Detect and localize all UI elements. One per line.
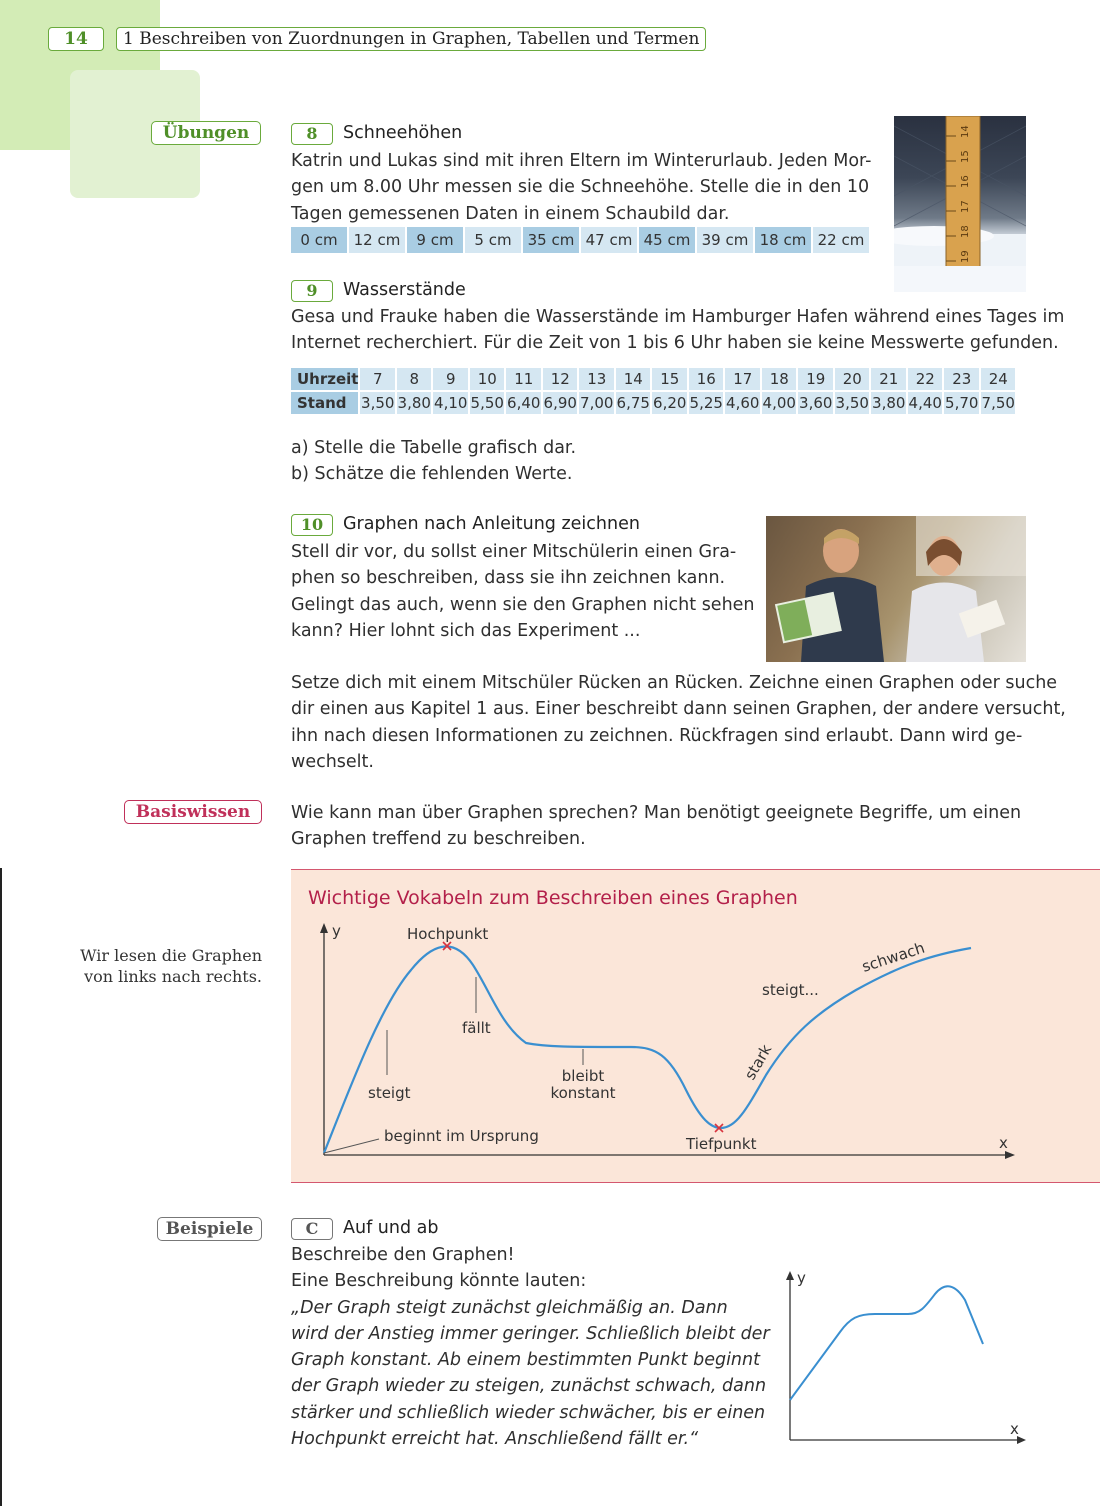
hour-cell: 10 [470, 368, 505, 390]
example-line1: Beschreibe den Graphen! [291, 1245, 515, 1265]
snow-cell: 9 cm [407, 227, 463, 253]
task10-line2: dir einen aus Kapitel 1 aus. Einer beschreibt dann seinen Graphen, der andere versucht, [291, 699, 1066, 720]
graph-label-tiefpunkt: Tiefpunkt [686, 1135, 757, 1153]
ruler-number: 19 [960, 250, 971, 263]
margin-rule [0, 868, 2, 1506]
hour-cell: 11 [506, 368, 541, 390]
graph-label-faellt: fällt [462, 1019, 491, 1037]
task-number-10: 10 [291, 514, 333, 536]
section-label-beispiele: Beispiele [157, 1217, 262, 1241]
hour-cell: 21 [871, 368, 906, 390]
hour-cell: 14 [616, 368, 651, 390]
task10-line: kann? Hier lohnt sich das Experiment ... [291, 620, 641, 641]
students-reading-photo [766, 516, 1026, 662]
students-illustration [766, 516, 1026, 662]
snow-cell: 47 cm [581, 227, 637, 253]
ruler-number: 18 [960, 225, 971, 238]
table-header-uhrzeit: Uhrzeit [291, 368, 358, 390]
side-note-line: Wir lesen die Graphen [80, 946, 262, 965]
snow-cell: 5 cm [465, 227, 521, 253]
task9-parts [291, 435, 576, 488]
hour-cell: 16 [689, 368, 724, 390]
hour-cell: 24 [981, 368, 1016, 390]
level-cell: 3,50 [361, 394, 395, 412]
snow-cell: 35 cm [523, 227, 579, 253]
graph-label-y: y [332, 922, 341, 940]
task10-line2: Setze dich mit einem Mitschüler Rücken an Rücken. Zeichne einen Graphen oder suche [291, 673, 1058, 693]
snow-cell: 22 cm [813, 227, 869, 253]
graph-label-steigt: steigt [368, 1084, 411, 1102]
example-label-x: x [1010, 1420, 1019, 1438]
level-cell: 7,50 [981, 394, 1015, 412]
example-quote-line: stärker und schließlich wieder schwächer, bis er einen [291, 1402, 766, 1423]
example-quote-line: „Der Graph steigt zunächst gleichmäßig an. Dann [291, 1297, 728, 1318]
task9-part-a: a) Stelle die Tabelle grafisch dar. [291, 438, 577, 458]
example-number-c: C [291, 1218, 333, 1240]
section-label-basiswissen: Basiswissen [124, 800, 262, 824]
task8-line: Katrin und Lukas sind mit ihren Eltern im Winterurlaub. Jeden Mor- [291, 151, 872, 171]
task-text-10 [291, 539, 755, 644]
hour-cell: 9 [433, 368, 468, 390]
hour-cell: 20 [835, 368, 870, 390]
y-axis-arrow [320, 923, 328, 933]
table-row-levels [291, 392, 1015, 414]
example-label-y: y [797, 1269, 806, 1287]
level-cell: 4,10 [434, 394, 468, 412]
graph-label-steigt2: steigt... [762, 981, 819, 999]
level-cell: 6,20 [653, 394, 687, 412]
level-cell: 4,00 [762, 394, 796, 412]
water-level-table [289, 366, 1017, 416]
page-number: 14 [48, 27, 104, 51]
x-axis-arrow [1005, 1151, 1015, 1159]
example-title: Auf und ab [343, 1218, 439, 1238]
task10-line2: wechselt. [291, 751, 374, 772]
snow-cell: 18 cm [755, 227, 811, 253]
level-cell: 3,80 [397, 394, 431, 412]
hour-cell: 15 [652, 368, 687, 390]
task-number-8: 8 [291, 123, 333, 145]
chapter-title: 1 Beschreiben von Zuordnungen in Graphen, Tabellen und Termen [116, 27, 706, 51]
graph-label-schwach: schwach [859, 938, 927, 976]
ruler-number: 14 [960, 125, 971, 138]
task9-part-b: b) Schätze die fehlenden Werte. [291, 464, 573, 485]
graph-label-hochpunkt: Hochpunkt [407, 925, 489, 943]
task9-line: Internet recherchiert. Für die Zeit von 1 bis 6 Uhr haben sie keine Messwerte gefunden. [291, 333, 1059, 354]
snow-cell: 39 cm [697, 227, 753, 253]
vocabulary-box-title: Wichtige Vokabeln zum Beschreiben eines Graphen [308, 887, 798, 909]
example-quote-line: Hochpunkt erreicht hat. Anschließend fällt er.“ [291, 1429, 699, 1450]
hour-cell: 17 [725, 368, 760, 390]
level-cell: 3,60 [799, 394, 833, 412]
vocabulary-graph [291, 915, 1051, 1175]
example-quote-line: der Graph wieder zu steigen, zunächst schwach, dann [291, 1376, 767, 1397]
task10-line: phen so beschreiben, dass sie ihn zeichnen kann. [291, 568, 726, 589]
example-quote-line: wird der Anstieg immer geringer. Schließlich bleibt der [291, 1323, 770, 1344]
level-cell: 5,25 [689, 394, 723, 412]
example-line2: Eine Beschreibung könnte lauten: [291, 1271, 587, 1292]
level-cell: 3,50 [835, 394, 869, 412]
basis-intro [291, 800, 1021, 853]
hour-cell: 13 [579, 368, 614, 390]
task-title-8: Schneehöhen [343, 123, 463, 143]
ruler-number: 16 [960, 175, 971, 188]
snow-cell: 12 cm [349, 227, 405, 253]
side-note [40, 945, 262, 987]
level-cell: 6,90 [543, 394, 577, 412]
example-graph [780, 1262, 1040, 1452]
example-quote-line: Graph konstant. Ab einem bestimmten Punkt beginnt [291, 1350, 760, 1371]
graph-label-stark: stark [740, 1041, 776, 1083]
task10-instructions [291, 670, 1066, 775]
task10-line2: ihn nach diesen Informationen zu zeichnen. Rückfragen sind erlaubt. Dann wird ge- [291, 725, 1023, 746]
snow-height-table [289, 227, 871, 253]
task10-line: Gelingt das auch, wenn sie den Graphen nicht sehen [291, 594, 755, 615]
level-cell: 3,80 [872, 394, 906, 412]
task9-line: Gesa und Frauke haben die Wasserstände im Hamburger Hafen während eines Tages im [291, 307, 1065, 327]
task-title-10: Graphen nach Anleitung zeichnen [343, 514, 640, 534]
task8-line: Tagen gemessenen Daten in einem Schaubild dar. [291, 203, 730, 224]
task-text-9 [291, 304, 1064, 357]
hour-cell: 8 [397, 368, 432, 390]
graph-curve [324, 946, 971, 1153]
graph-label-konstant: konstant [550, 1084, 616, 1102]
hour-cell: 18 [762, 368, 797, 390]
task8-line: gen um 8.00 Uhr messen sie die Schneehöhe. Stelle die in den 10 [291, 177, 870, 198]
example-curve [790, 1286, 983, 1400]
level-cell: 7,00 [580, 394, 614, 412]
ruler-number: 15 [960, 150, 971, 163]
task-number-9: 9 [291, 280, 333, 302]
hour-cell: 22 [908, 368, 943, 390]
hour-cell: 23 [944, 368, 979, 390]
level-cell: 4,40 [908, 394, 942, 412]
task-title-9: Wasserstände [343, 280, 466, 300]
hour-cell: 7 [360, 368, 395, 390]
level-cell: 6,40 [507, 394, 541, 412]
ruler-number: 17 [960, 200, 971, 213]
section-label-uebungen: Übungen [151, 121, 261, 145]
basis-line: Graphen treffend zu beschreiben. [291, 829, 586, 850]
graph-label-ursprung: beginnt im Ursprung [384, 1127, 539, 1145]
level-cell: 5,70 [945, 394, 979, 412]
task-text-8 [291, 148, 871, 227]
table-header-stand: Stand [291, 392, 358, 414]
leader-line [324, 1139, 379, 1153]
example-text [291, 1242, 770, 1452]
basis-line: Wie kann man über Graphen sprechen? Man benötigt geeignete Begriffe, um einen [291, 803, 1022, 823]
graph-label-x: x [999, 1134, 1008, 1152]
hour-cell: 19 [798, 368, 833, 390]
hour-cell: 12 [543, 368, 578, 390]
side-note-line: von links nach rechts. [84, 967, 262, 986]
snow-ruler-illustration [894, 116, 1026, 292]
level-cell: 6,75 [616, 394, 650, 412]
snow-ruler-photo [894, 116, 1026, 292]
example-y-arrow [786, 1271, 794, 1280]
level-cell: 5,50 [470, 394, 504, 412]
snow-cell: 45 cm [639, 227, 695, 253]
level-cell: 4,60 [726, 394, 760, 412]
task10-line: Stell dir vor, du sollst einer Mitschülerin einen Gra- [291, 542, 737, 562]
graph-label-bleibt: bleibt [561, 1067, 605, 1085]
snow-cell: 0 cm [291, 227, 347, 253]
table-row-hours [291, 368, 1015, 390]
